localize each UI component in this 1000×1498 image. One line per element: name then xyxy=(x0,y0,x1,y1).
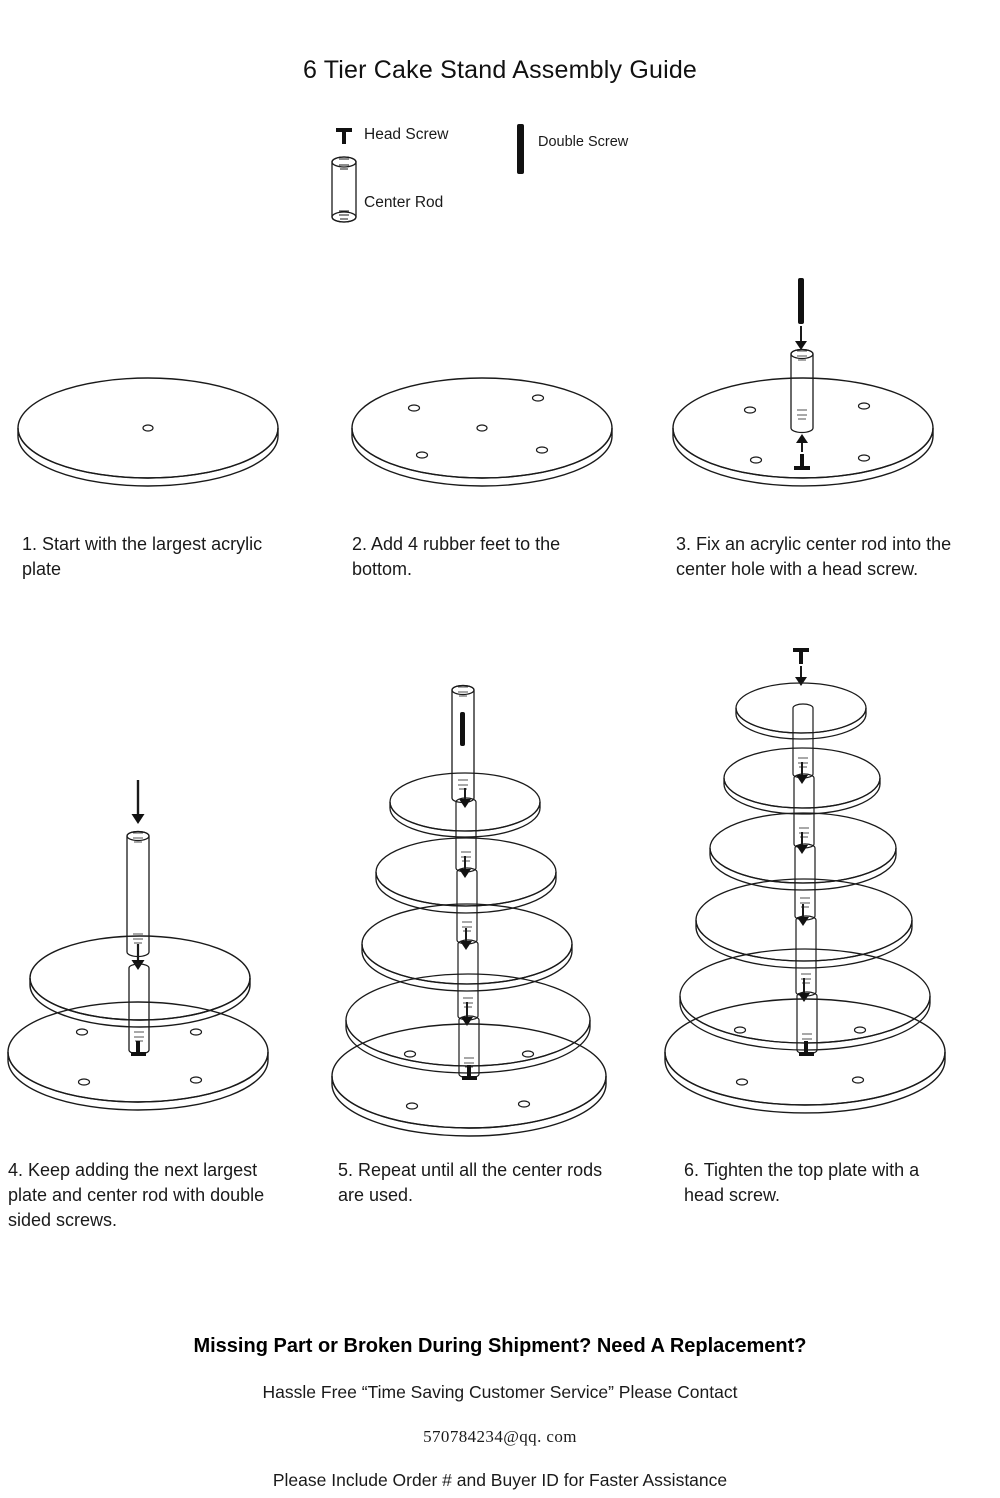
step-3-caption: 3. Fix an acrylic center rod into the center hole with a head screw. xyxy=(676,534,952,579)
cylinder-rod-icon xyxy=(332,157,356,222)
rubber-foot xyxy=(407,1103,418,1109)
cylinder-rod-icon xyxy=(796,916,816,996)
rubber-foot xyxy=(417,452,428,458)
down-arrow-icon xyxy=(461,1002,473,1026)
cylinder-rod-icon xyxy=(127,832,149,957)
rubber-foot xyxy=(191,1077,202,1083)
rubber-foot xyxy=(519,1101,530,1107)
step-1-diagram xyxy=(8,350,308,510)
rubber-foot xyxy=(409,405,420,411)
rubber-foot xyxy=(751,457,762,463)
footer-email[interactable]: 570784234@qq. com xyxy=(423,1427,577,1446)
step-4-diagram xyxy=(0,770,310,1130)
rubber-foot xyxy=(405,1051,416,1057)
cylinder-rod-icon xyxy=(794,774,814,848)
rubber-foot xyxy=(859,455,870,461)
cylinder-rod-icon xyxy=(795,844,815,920)
screw-icon xyxy=(794,454,810,470)
cylinder-rod-icon xyxy=(791,350,813,433)
rubber-foot xyxy=(853,1077,864,1083)
rubber-foot xyxy=(737,1079,748,1085)
step-2-diagram xyxy=(342,350,642,510)
legend xyxy=(310,112,730,232)
rubber-foot xyxy=(859,403,870,409)
rubber-foot xyxy=(855,1027,866,1033)
down-arrow-icon xyxy=(459,856,471,878)
down-arrow-icon xyxy=(795,326,807,350)
step-5-caption: 5. Repeat until all the center rods are used. xyxy=(338,1160,603,1205)
step-3-diagram xyxy=(668,270,968,510)
footer-contact-line: Hassle Free “Time Saving Customer Service” Please Contact xyxy=(262,1382,738,1402)
down-arrow-icon xyxy=(796,832,808,854)
rubber-foot xyxy=(523,1051,534,1057)
step-4-caption: 4. Keep adding the next largest plate and center rod with double sided screws. xyxy=(8,1160,265,1230)
footer-headline: Missing Part or Broken During Shipment? Need A Replacement? xyxy=(193,1335,807,1357)
down-arrow-icon xyxy=(132,944,145,970)
legend-double-screw-label: Double Screw xyxy=(538,134,629,150)
screw-icon xyxy=(793,648,809,664)
legend-head-screw-label: Head Screw xyxy=(364,126,449,143)
step-6-diagram xyxy=(648,640,968,1130)
rubber-foot xyxy=(77,1029,88,1035)
footer-order-info-line: Please Include Order # and Buyer ID for Faster Assistance xyxy=(272,1470,728,1490)
down-arrow-icon xyxy=(796,762,808,784)
step-2-caption: 2. Add 4 rubber feet to the bottom. xyxy=(352,534,561,579)
rubber-foot xyxy=(191,1029,202,1035)
double-screw-bar-icon xyxy=(798,278,804,324)
step-5-diagram xyxy=(318,672,638,1132)
step-6-caption: 6. Tighten the top plate with a head screw. xyxy=(684,1160,920,1205)
down-arrow-icon xyxy=(132,780,145,824)
rubber-foot xyxy=(533,395,544,401)
rubber-foot xyxy=(537,447,548,453)
double-screw-bar-icon xyxy=(460,712,465,746)
rubber-foot xyxy=(735,1027,746,1033)
page-title: 6 Tier Cake Stand Assembly Guide xyxy=(302,56,698,84)
rubber-foot xyxy=(745,407,756,413)
double-screw-bar-icon xyxy=(517,124,524,174)
screw-icon xyxy=(336,128,352,144)
step-1-caption: 1. Start with the largest acrylic plate xyxy=(22,534,263,579)
up-arrow-icon xyxy=(796,434,808,452)
rubber-foot xyxy=(79,1079,90,1085)
screw-icon xyxy=(131,1041,146,1056)
legend-center-rod-label: Center Rod xyxy=(364,194,444,211)
cylinder-rod-icon xyxy=(129,964,149,1054)
